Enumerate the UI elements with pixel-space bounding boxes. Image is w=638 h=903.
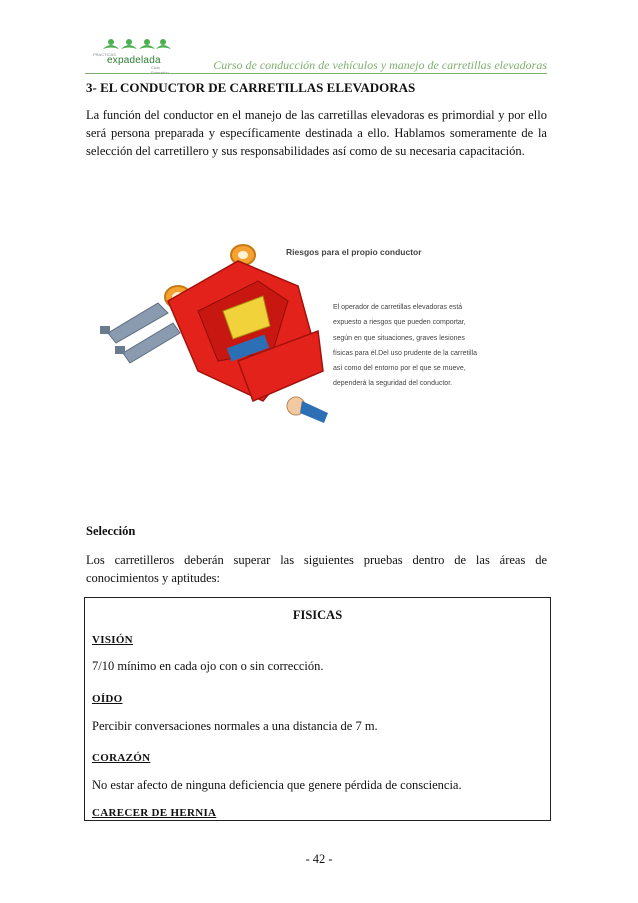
page-header [85,36,547,74]
requirement-label-hearing: OÍDO [92,693,123,705]
requirements-box [84,597,551,821]
requirement-text-vision: 7/10 mínimo en cada ojo con o sin corrección. [92,659,324,673]
logo [89,36,175,70]
logo-subtext-left: PRACTICAS [93,52,116,57]
requirement-label-heart: CORAZÓN [92,752,151,764]
requirement-label-vision: VISIÓN [92,634,133,646]
logo-subtext-right: Ciclo [151,65,160,70]
figure-caption [333,300,513,392]
figure-caption-line: así como del entorno por el que se mueve, [333,365,466,373]
requirement-label-hernia: CARECER DE HERNIA [92,807,217,819]
logo-text: expadelada [107,55,161,66]
course-title: Curso de conducción de vehículos y manejo de carretillas elevadoras [213,58,547,72]
intro-paragraph: La función del conductor en el manejo de las carretillas elevadoras es primordial y por ello será persona preparada y específicamente destinada a ello. Hablamos someramente de la selección del carretillero y sus responsabilidades así como de su necesaria capacitación. [86,108,547,158]
forklift-tipover-icon [88,191,328,503]
header-divider [85,73,547,75]
selection-heading: Selección [86,524,136,538]
requirement-text-hearing: Percibir conversaciones normales a una distancia de 7 m. [92,719,378,733]
section-title: 3- EL CONDUCTOR DE CARRETILLAS ELEVADORAS [86,80,416,95]
figure-caption-line: dependerá la seguridad del conductor. [333,380,453,388]
figure-caption-line: físicas para él.Del uso prudente de la carretilla [333,349,477,357]
page-number: - 42 - [305,852,333,866]
selection-paragraph: Los carretilleros deberán superar las siguientes pruebas dentro de las áreas de conocimientos y aptitudes: [86,553,547,585]
figure-caption-line: El operador de carretillas elevadoras está [333,304,463,311]
figure-caption-line: según en que situaciones, graves lesiones [333,334,465,342]
box-heading: FISICAS [292,608,343,622]
figure-caption-line: expuesto a riesgos que pueden comportar, [333,319,466,327]
figure-title: Riesgos para el propio conductor [286,247,422,257]
forklift-risk-figure [88,191,522,503]
requirement-text-heart: No estar afecto de ninguna deficiencia que genere pérdida de consciencia. [92,778,462,792]
